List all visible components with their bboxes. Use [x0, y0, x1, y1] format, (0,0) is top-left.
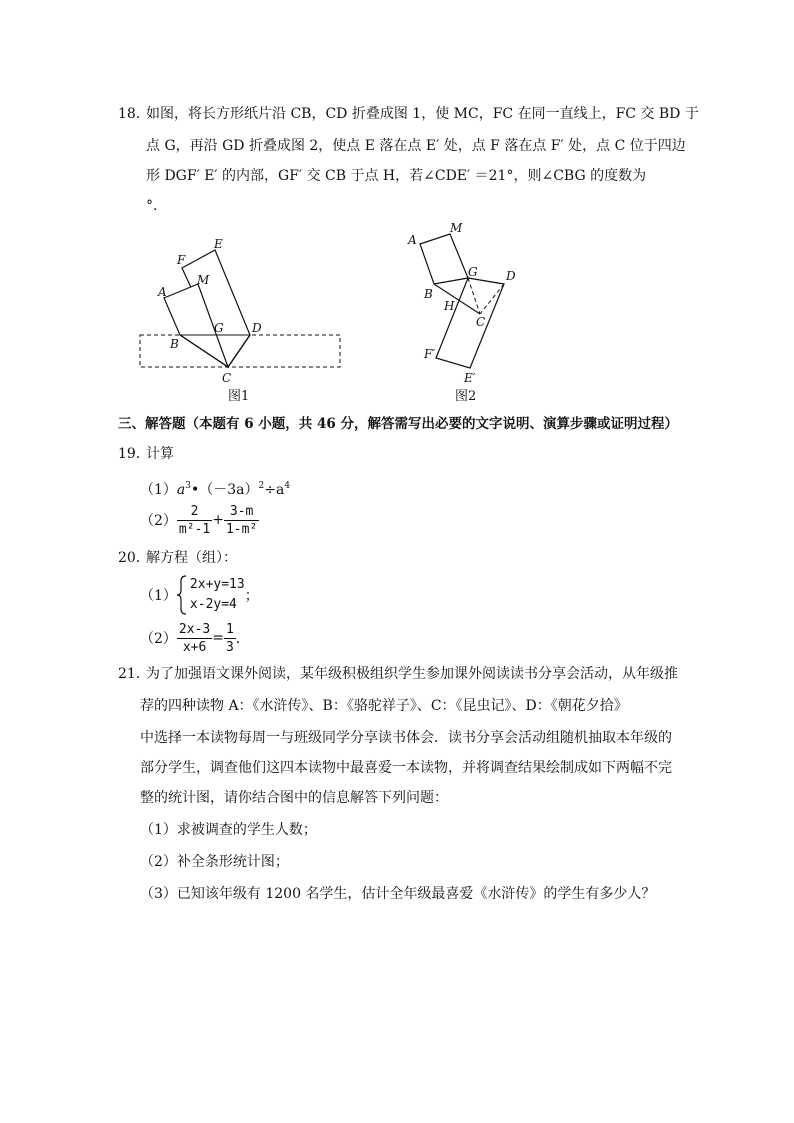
fig1-label-f: F: [177, 253, 186, 267]
q19-p1-e1: 3: [185, 481, 192, 491]
q19-title: 计算: [146, 446, 174, 462]
q20-title: 解方程（组）：: [146, 550, 237, 566]
q20-p2-label: （2）: [140, 631, 177, 647]
q21-line2: 荐的四种读物 A：《水浒传》、B：《骆驼祥子》、C：《昆虫记》、D：《朝花夕拾》: [140, 698, 628, 714]
q20-eq1: 2x+y=13: [189, 577, 245, 592]
q20-p2-rhs-den: 3: [225, 639, 234, 655]
q21-sub1: （1）求被调查的学生人数；: [140, 822, 317, 838]
q19-p1-e2: 2: [258, 481, 265, 491]
q19-p2-plus: +: [212, 512, 224, 528]
q20-p2-frac-rhs: [224, 621, 236, 656]
q21-line4: 部分学生，调查他们这四本读物中最喜爱一本读物，并将调查结果绘制成如下两幅不完: [140, 760, 672, 776]
fig2-strip-top: [420, 234, 468, 284]
fig1-label-b: B: [170, 337, 179, 351]
q19-p2-label: （2）: [140, 513, 177, 529]
q20-p2-eq: =: [212, 630, 224, 646]
q18-line3: 形 DGF′ E′ 的内部，GF′ 交 CB 于点 H，若∠CDE′ ＝21°，则∠CBG 的度数为: [146, 168, 647, 184]
fig2-label-b: B: [424, 287, 433, 301]
figure-2: [400, 218, 540, 408]
fig2-label-a: A: [408, 233, 417, 247]
q18-line1: 如图，将长方形纸片沿 CB，CD 折叠成图 1，使 MC，FC 在同一直线上，FC 交 BD 于: [146, 106, 699, 122]
q18-line2: 点 G，再沿 GD 折叠成图 2，使点 E 落在点 E′ 处，点 F 落在点 F′ 处，点 C 位于四边: [146, 138, 686, 154]
q21-sub3: （3）已知该年级有 1200 名学生，估计全年级最喜爱《水浒传》的学生有多少人？: [140, 886, 656, 902]
q19-p2-frac1-num: 2: [177, 503, 212, 521]
q19-p1-mid: •（－3a）: [191, 482, 259, 498]
figure-1: [130, 232, 350, 407]
q19-p2-frac1: [177, 503, 212, 538]
q20-p2-lhs-num: 2x-3: [178, 621, 211, 637]
section3-title: 三、解答题（本题有 6 小题，共 46 分，解答需写出必要的文字说明、演算步骤或证明过程）: [118, 416, 678, 432]
q18-number: 18．: [118, 106, 150, 122]
q19-p2-frac1-den: m²-1: [178, 521, 211, 537]
fig2-label-e: E′: [464, 371, 476, 385]
fig2-label-d: D: [506, 269, 516, 283]
fig2-caption: 图2: [455, 389, 477, 404]
q20-eq2: x-2y=4: [189, 597, 237, 612]
q19-p1-e3: 4: [284, 481, 291, 491]
q20-system: [190, 575, 245, 615]
fig2-label-c: C: [476, 315, 486, 329]
fig1-label-a: A: [158, 285, 167, 299]
q19-p1-a: a: [176, 482, 186, 498]
q20-p1-end: ；: [244, 588, 259, 604]
q19-part1: [140, 476, 290, 500]
q21-line1: 为了加强语文课外阅读，某年级积极组织学生参加课外阅读读书分享会活动，从年级推: [146, 666, 678, 682]
q19-p1-label: （1）: [140, 482, 177, 498]
fig2-label-h: H: [444, 299, 455, 313]
fig2-label-g: G: [468, 265, 478, 279]
q20-p2-end: ．: [235, 631, 250, 647]
q20-p2-rhs-num: 1: [225, 621, 234, 637]
fig2-label-m: M: [450, 221, 463, 235]
fig1-caption: 图1: [228, 389, 250, 404]
q21-line5: 整的统计图，请你结合图中的信息解答下列问题：: [140, 790, 448, 806]
q20-p1-label: （1）: [140, 588, 177, 604]
fig1-label-d: D: [252, 321, 262, 335]
q21-number: 21．: [118, 666, 150, 682]
q19-number: 19．: [118, 446, 150, 462]
fig1-label-g: G: [214, 321, 224, 335]
fig2-label-f: F′: [424, 347, 436, 361]
brace-icon: [177, 575, 187, 615]
q18-line4: °．: [146, 198, 167, 214]
q20-number: 20．: [118, 550, 150, 566]
q19-p1-div: ÷a: [264, 482, 285, 498]
q19-p2-frac2: [224, 503, 259, 538]
q20-part1: [140, 574, 259, 616]
q21-line3: 中选择一本读物每周一与班级同学分享读书体会．读书分享会活动组随机抽取本年级的: [140, 730, 672, 746]
fig1-label-e: E: [214, 237, 223, 251]
q21-sub2: （2）补全条形统计图；: [140, 854, 289, 870]
fig1-label-c: C: [222, 371, 232, 385]
q20-p2-lhs-den: x+6: [182, 639, 207, 655]
q20-part2: [140, 618, 250, 658]
q20-p2-frac-lhs: [177, 621, 212, 656]
q19-part2: [140, 500, 259, 540]
fig1-label-m: M: [197, 273, 210, 287]
q19-p2-frac2-num: 3-m: [224, 503, 259, 521]
q19-p2-frac2-den: 1-m²: [225, 521, 258, 537]
